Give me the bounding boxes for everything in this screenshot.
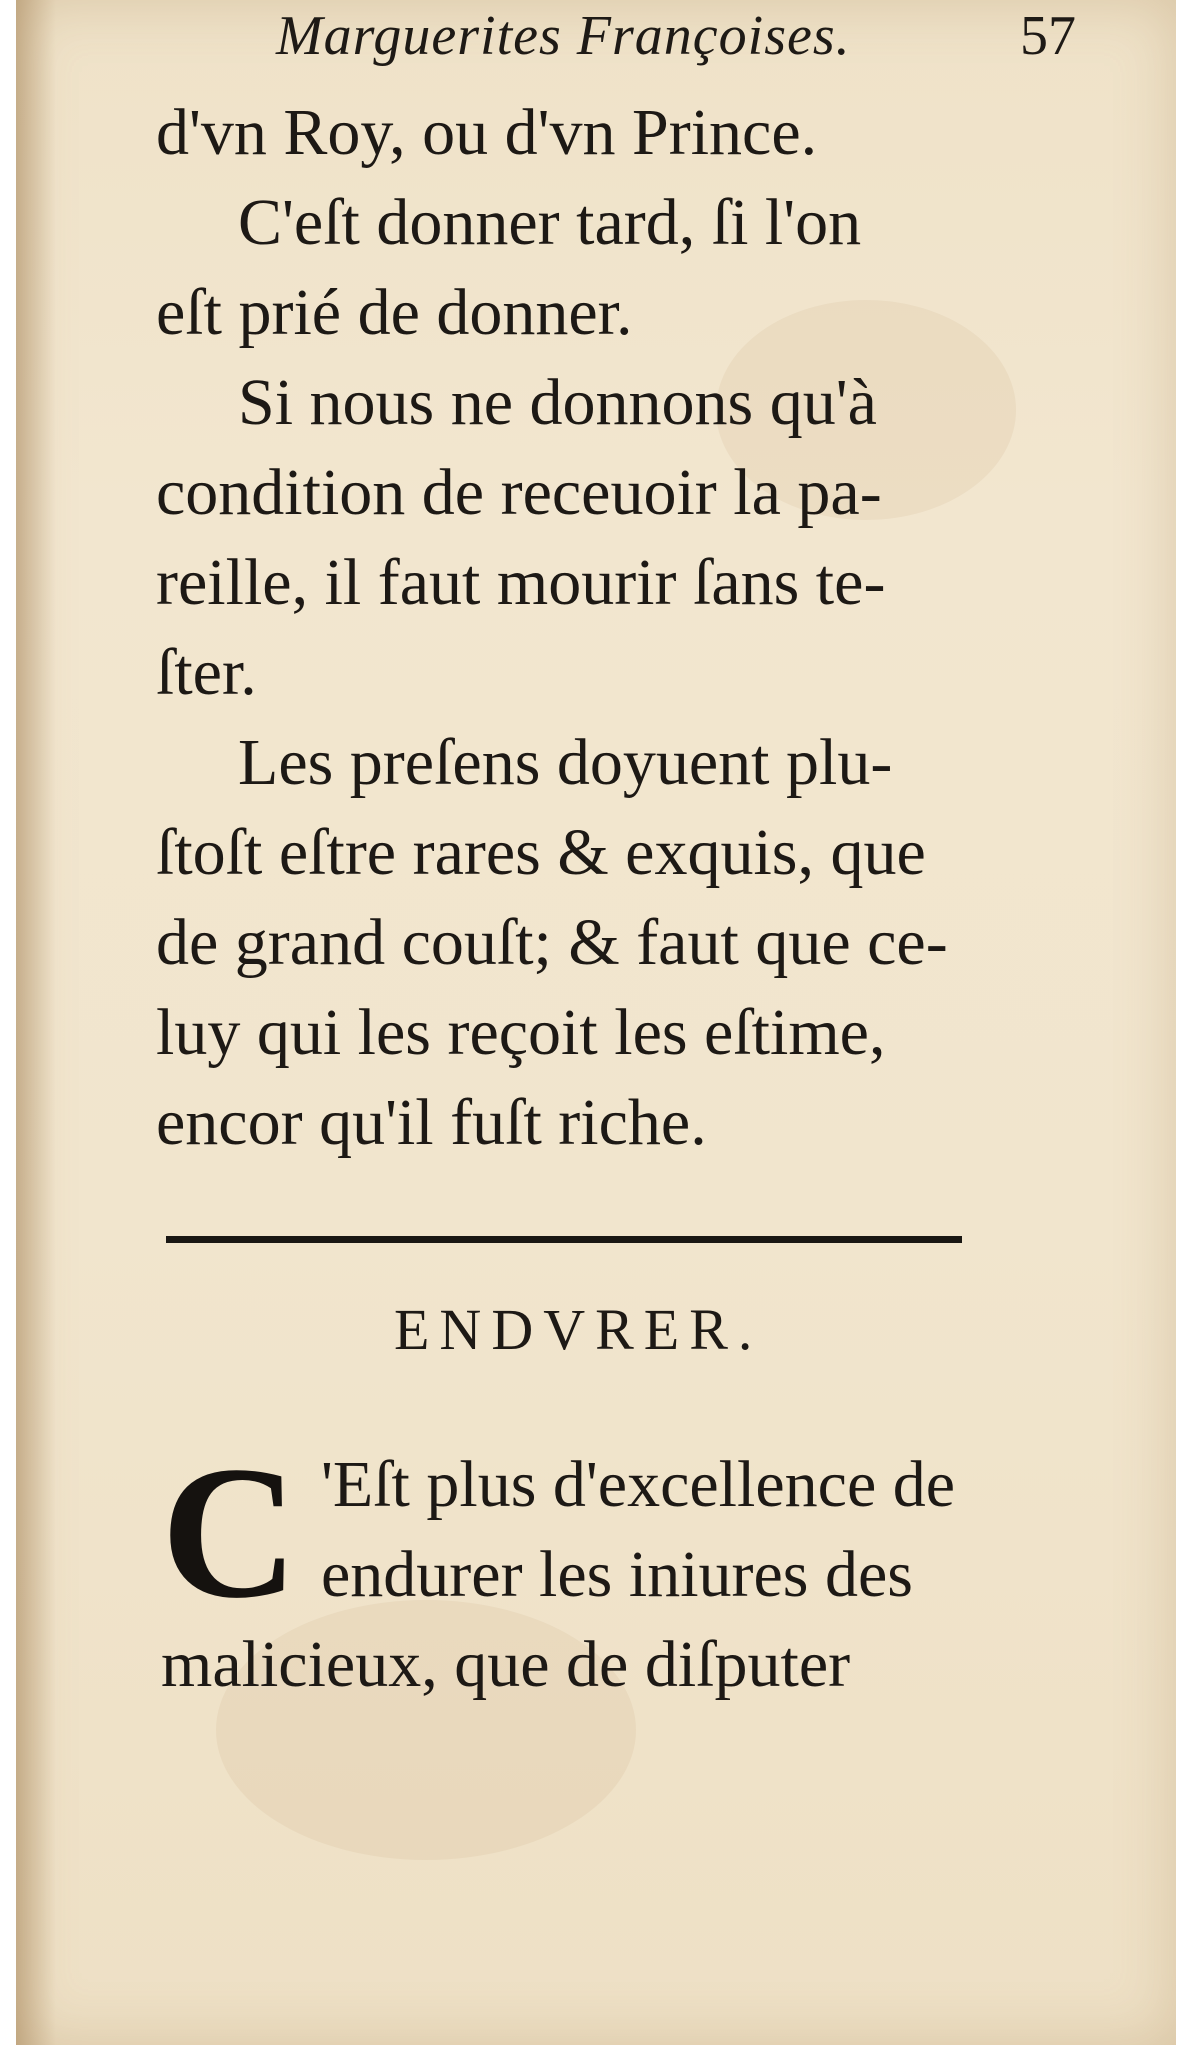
text-line: eſt prié de donner. xyxy=(156,276,633,349)
text-line: condition de receuoir la pa- xyxy=(156,456,882,529)
main-text xyxy=(156,88,1076,1168)
page-gutter-shadow xyxy=(16,0,56,2045)
text-line: endurer les iniures des xyxy=(321,1538,913,1611)
text-line: de grand couſt; & faut que ce- xyxy=(156,906,948,979)
text-line: d'vn Roy, ou d'vn Prince. xyxy=(156,96,818,169)
book-page xyxy=(16,0,1176,2045)
text-line: ſter. xyxy=(156,636,257,709)
text-line: 'Eſt plus d'excellence de xyxy=(321,1448,956,1521)
text-line: malicieux, que de diſputer xyxy=(161,1628,851,1701)
section-title: ENDVRER. xyxy=(394,1297,763,1362)
section-divider-rule xyxy=(166,1236,962,1243)
drop-capital: C xyxy=(161,1428,299,1638)
page-header xyxy=(256,4,1076,74)
page-number: 57 xyxy=(1020,5,1076,67)
text-line: reille, il faut mourir ſans te- xyxy=(156,546,886,619)
running-title: Marguerites Françoises. xyxy=(276,5,851,67)
text-line: ſtoſt eſtre rares & exquis, que xyxy=(156,816,926,889)
section-text xyxy=(161,1428,1081,1710)
text-line: encor qu'il fuſt riche. xyxy=(156,1086,707,1159)
text-line: Les preſens doyuent plu- xyxy=(238,726,893,799)
text-line: Si nous ne donnons qu'à xyxy=(238,366,877,439)
text-line: C'eſt donner tard, ſi l'on xyxy=(238,186,862,259)
text-line: luy qui les reçoit les eſtime, xyxy=(156,996,886,1069)
